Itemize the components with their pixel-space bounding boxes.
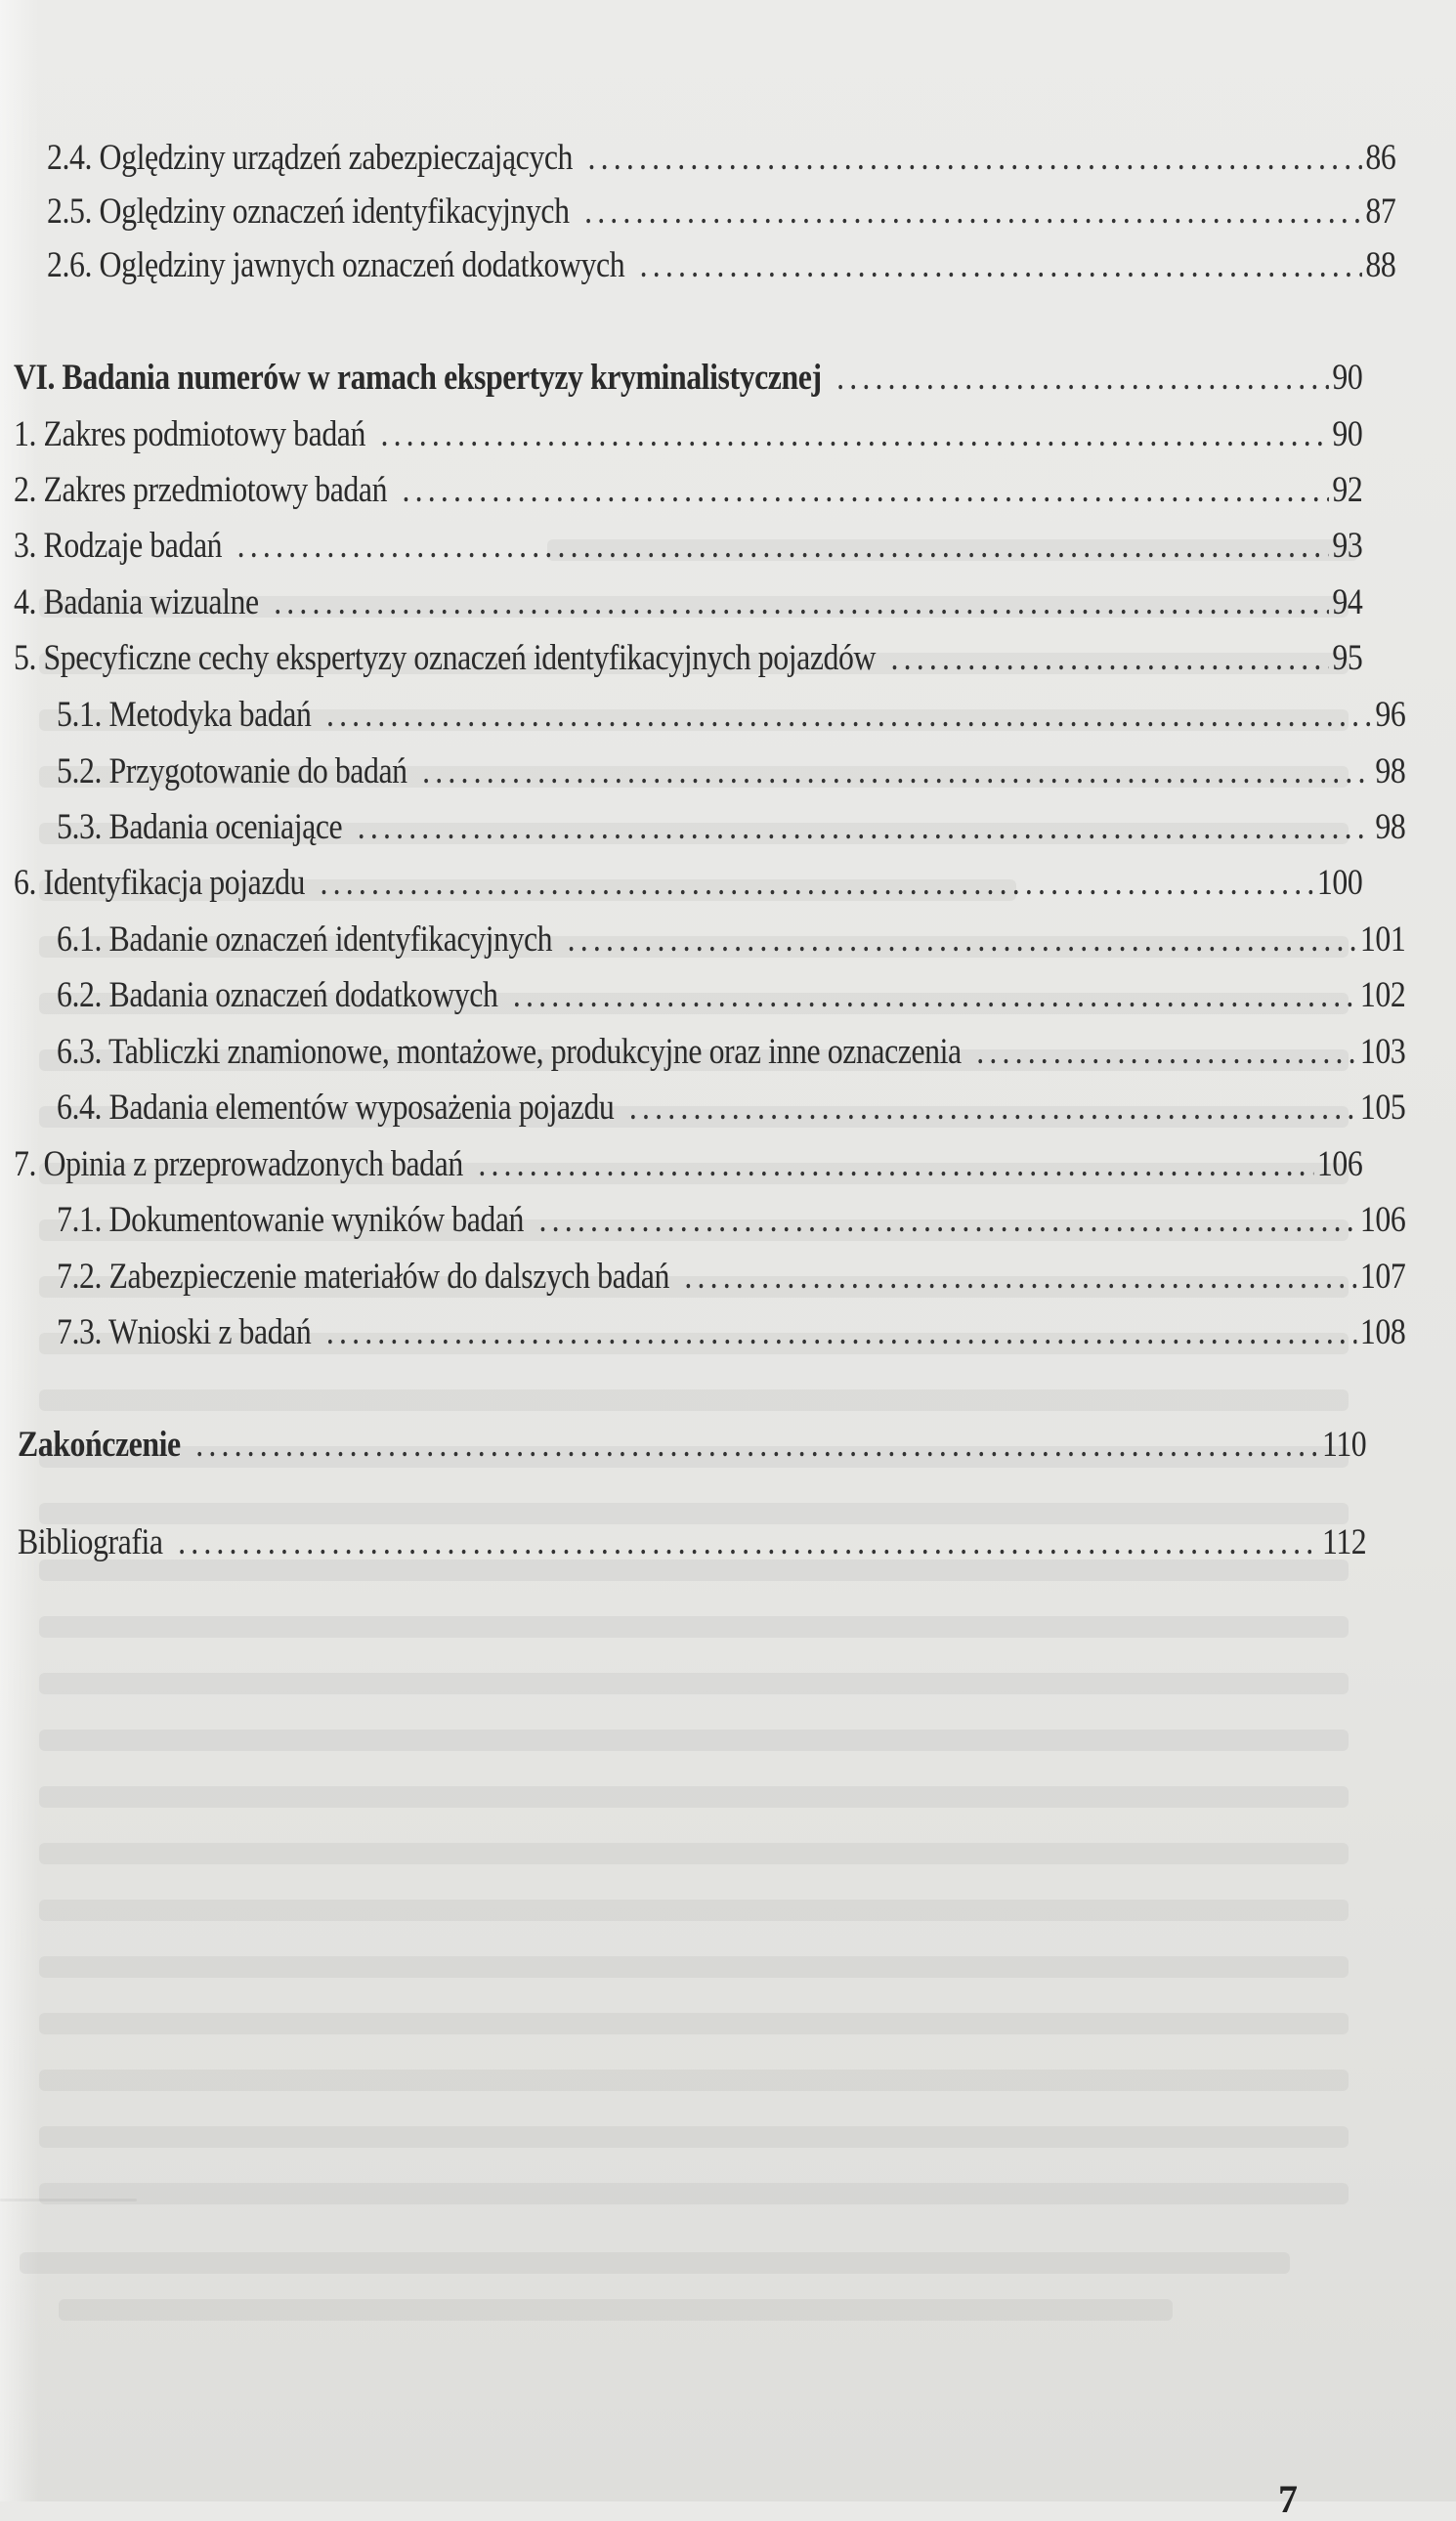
toc-entry-title: Badania wizualne [43,582,259,622]
toc-entry [14,581,1362,624]
toc-entry-title: Oględziny jawnych oznaczeń dodatkowych [99,245,625,285]
toc-entry-title: Zakres przedmiotowy badań [43,470,388,510]
toc-entry [57,806,1405,849]
dot-leader [422,750,1372,793]
dot-leader [891,637,1329,680]
toc-entry-number: VI. [14,358,56,398]
toc-entry-page: 107 [1359,1257,1406,1297]
toc-entry-number: 6.3. [57,1032,103,1072]
toc-entry-page: 87 [1365,192,1396,232]
toc-entry [47,137,1395,180]
toc-entry-bibliography [18,1521,1366,1564]
toc-entry-page: 98 [1375,807,1406,847]
toc-entry-number: 6.4. [57,1088,103,1128]
toc-entry-number: 5.1. [57,695,103,735]
toc-entry [57,750,1405,793]
dot-leader [568,919,1357,961]
toc-entry-page: 88 [1365,245,1396,285]
dot-leader [629,1087,1357,1130]
toc-entry-title: Oględziny oznaczeń identyfikacyjnych [99,192,570,232]
toc-entry-number: 5. [14,638,37,678]
toc-entry-title: Oględziny urządzeń zabezpieczających [99,138,574,178]
dot-leader [684,1256,1356,1299]
toc-entry-number: 7. [14,1144,37,1184]
toc-entry-number: 2.5. [47,192,93,232]
toc-entry-page: 112 [1322,1522,1367,1562]
toc-entry-page: 103 [1359,1032,1406,1072]
dot-leader [403,469,1329,512]
toc-entry-title: Identyfikacja pojazdu [43,863,306,903]
toc-entry-number: 5.3. [57,807,103,847]
dot-leader [178,1521,1319,1564]
toc-entry-page: 110 [1322,1425,1367,1465]
toc-entry [57,1311,1405,1354]
toc-entry [14,637,1362,680]
toc-entry [57,974,1405,1017]
toc-entry-title: Wnioski z badań [107,1312,312,1352]
toc-entry-title: Przygotowanie do badań [108,751,407,791]
toc-entry-title: Opinia z przeprowadzonych badań [43,1144,463,1184]
toc-entry-number: 5.2. [57,751,103,791]
dot-leader [587,137,1361,180]
dot-leader [358,806,1372,849]
toc-entry-page: 106 [1316,1144,1363,1184]
toc-entry-title: Badania oceniające [108,807,343,847]
toc-entry-title: Metodyka badań [108,695,312,735]
dot-leader [274,581,1329,624]
toc-entry-number: 3. [14,526,37,566]
toc-entry-page: 105 [1359,1088,1406,1128]
toc-entry-number: 1. [14,414,37,454]
toc-entry-title: Zakończenie [18,1425,181,1465]
toc-entry-number: 7.1. [57,1200,103,1240]
toc-entry-page: 90 [1332,414,1363,454]
toc-entry-title: Specyficzne cechy ekspertyzy oznaczeń identyfikacyjnych pojazdów [43,638,877,678]
toc-entry [57,1199,1405,1242]
dot-leader [321,862,1314,905]
dot-leader [380,413,1328,456]
toc-entry [57,1256,1405,1299]
dot-leader [195,1424,1318,1467]
toc-entry-title: Tabliczki znamionowe, montażowe, produkcyjne oraz inne oznaczenia [107,1032,962,1072]
toc-entry [57,919,1405,961]
dot-leader [539,1199,1357,1242]
toc-entry-page: 93 [1332,526,1363,566]
toc-entry-number: 7.3. [57,1312,103,1352]
toc-entry-page: 92 [1332,470,1363,510]
toc-entry-page: 108 [1359,1312,1406,1352]
toc-entry-conclusion [18,1424,1366,1467]
toc-entry-page: 98 [1375,751,1406,791]
toc-entry-page: 94 [1332,582,1363,622]
toc-entry-title: Zabezpieczenie materiałów do dalszych badań [108,1257,669,1297]
toc-entry [47,244,1395,287]
dot-leader [237,525,1329,568]
toc-entry [14,1143,1362,1186]
toc-entry-number: 6. [14,863,37,903]
toc-entry [14,413,1362,456]
toc-entry [47,191,1395,234]
toc-entry-number: 6.2. [57,975,103,1015]
toc-entry-title: Badanie oznaczeń identyfikacyjnych [108,919,553,960]
toc-entry-number: 4. [14,582,37,622]
toc-entry-page: 96 [1375,695,1406,735]
dot-leader [640,244,1362,287]
toc-entry [57,1087,1405,1130]
toc-entry [57,1031,1405,1074]
toc-entry-page: 90 [1332,358,1363,398]
toc-entry-page: 100 [1316,863,1363,903]
toc-entry-number: 2. [14,470,37,510]
toc-entry-number: 2.6. [47,245,93,285]
toc-entry-title: Zakres podmiotowy badań [43,414,365,454]
toc-entry [14,469,1362,512]
dot-leader [513,974,1356,1017]
dot-leader [326,694,1372,737]
toc-entry-number: 2.4. [47,138,93,178]
toc-entry-page: 95 [1332,638,1363,678]
toc-entry-number: 7.2. [57,1257,103,1297]
toc-entry-title: Rodzaje badań [43,526,223,566]
toc-entry-title: Badania oznaczeń dodatkowych [108,975,498,1015]
toc-entry-page: 102 [1359,975,1406,1015]
page-number: 7 [1278,2477,1298,2521]
dot-leader [326,1311,1357,1354]
toc-entry-page: 106 [1359,1200,1406,1240]
toc-entry-title: Badania elementów wyposażenia pojazdu [108,1088,615,1128]
dot-leader [478,1143,1313,1186]
toc-entry-page: 86 [1365,138,1396,178]
toc-entry [57,694,1405,737]
toc-chapter-heading [14,357,1362,400]
dot-leader [976,1031,1356,1074]
toc-entry [14,862,1362,905]
toc-entry [14,525,1362,568]
toc-entry-title: Badania numerów w ramach ekspertyzy kryminalistycznej [62,358,822,398]
dot-leader [584,191,1362,234]
toc-entry-title: Bibliografia [18,1522,163,1562]
toc-entry-title: Dokumentowanie wyników badań [108,1200,525,1240]
toc-entry-number: 6.1. [57,919,103,960]
dot-leader [836,357,1329,400]
toc-entry-page: 101 [1359,919,1406,960]
